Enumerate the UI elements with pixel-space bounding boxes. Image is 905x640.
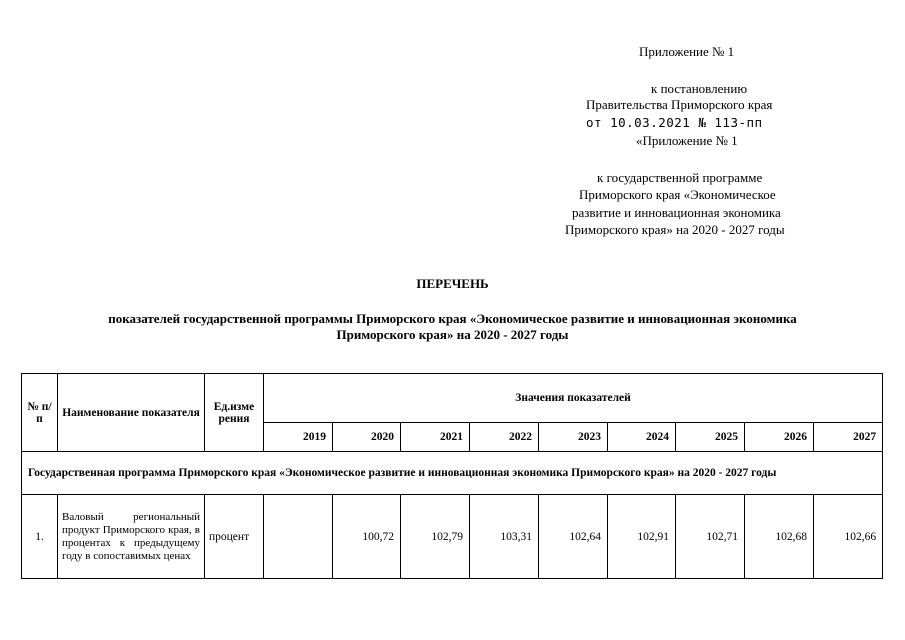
- program-ref-label: к государственной программе: [597, 170, 763, 185]
- program-ref-line-1: Приморского края «Экономическое: [579, 187, 776, 202]
- row-value: 102,64: [539, 495, 608, 579]
- header-year: 2025: [676, 423, 745, 452]
- document-subtitle-line-1: показателей государственной программы Приморского края «Экономическое развитие и инновационная экономика: [108, 311, 797, 326]
- document-subtitle-line-2: Приморского края» на 2020 - 2027 годы: [336, 327, 569, 342]
- resolution-label: к постановлению: [651, 81, 748, 96]
- table-row: [22, 495, 883, 579]
- appendix-quote-label: «Приложение № 1: [636, 133, 738, 148]
- row-value: 102,91: [608, 495, 676, 579]
- header-values: Значения показателей: [264, 374, 883, 423]
- table-header-row: [22, 374, 883, 423]
- resolution-date-number: от 10.03.2021 № 113-пп: [586, 115, 763, 130]
- header-year: 2023: [539, 423, 608, 452]
- row-value: 102,66: [814, 495, 883, 579]
- header-year: 2022: [470, 423, 539, 452]
- row-value: 102,71: [676, 495, 745, 579]
- header-year: 2019: [264, 423, 333, 452]
- row-number: 1.: [22, 495, 58, 579]
- header-number: № п/п: [22, 374, 58, 452]
- header-year: 2020: [333, 423, 401, 452]
- indicators-table: [21, 373, 883, 579]
- row-value: [264, 495, 333, 579]
- header-indicator-name: Наименование показателя: [58, 374, 205, 452]
- header-unit: Ед.изме рения: [205, 374, 264, 452]
- program-ref-line-3: Приморского края» на 2020 - 2027 годы: [565, 222, 785, 237]
- header-year: 2021: [401, 423, 470, 452]
- appendix-label: Приложение № 1: [639, 44, 735, 59]
- row-value: 102,79: [401, 495, 470, 579]
- header-year: 2027: [814, 423, 883, 452]
- government-label: Правительства Приморского края: [586, 97, 773, 112]
- row-value: 100,72: [333, 495, 401, 579]
- header-year: 2026: [745, 423, 814, 452]
- document-heading: ПЕРЕЧЕНЬ: [416, 276, 489, 291]
- row-value: 102,68: [745, 495, 814, 579]
- header-year: 2024: [608, 423, 676, 452]
- table-section-row: [22, 452, 883, 495]
- program-ref-line-2: развитие и инновационная экономика: [572, 205, 781, 220]
- section-program-title: Государственная программа Приморского края «Экономическое развитие и инновационная экономика Приморского края» на 2020 - 2027 годы: [22, 452, 883, 495]
- row-unit: процент: [205, 495, 264, 579]
- row-indicator-name: Валовый региональный продукт Приморского края, в процентах к предыдущему году в сопоставимых ценах: [58, 495, 205, 579]
- row-value: 103,31: [470, 495, 539, 579]
